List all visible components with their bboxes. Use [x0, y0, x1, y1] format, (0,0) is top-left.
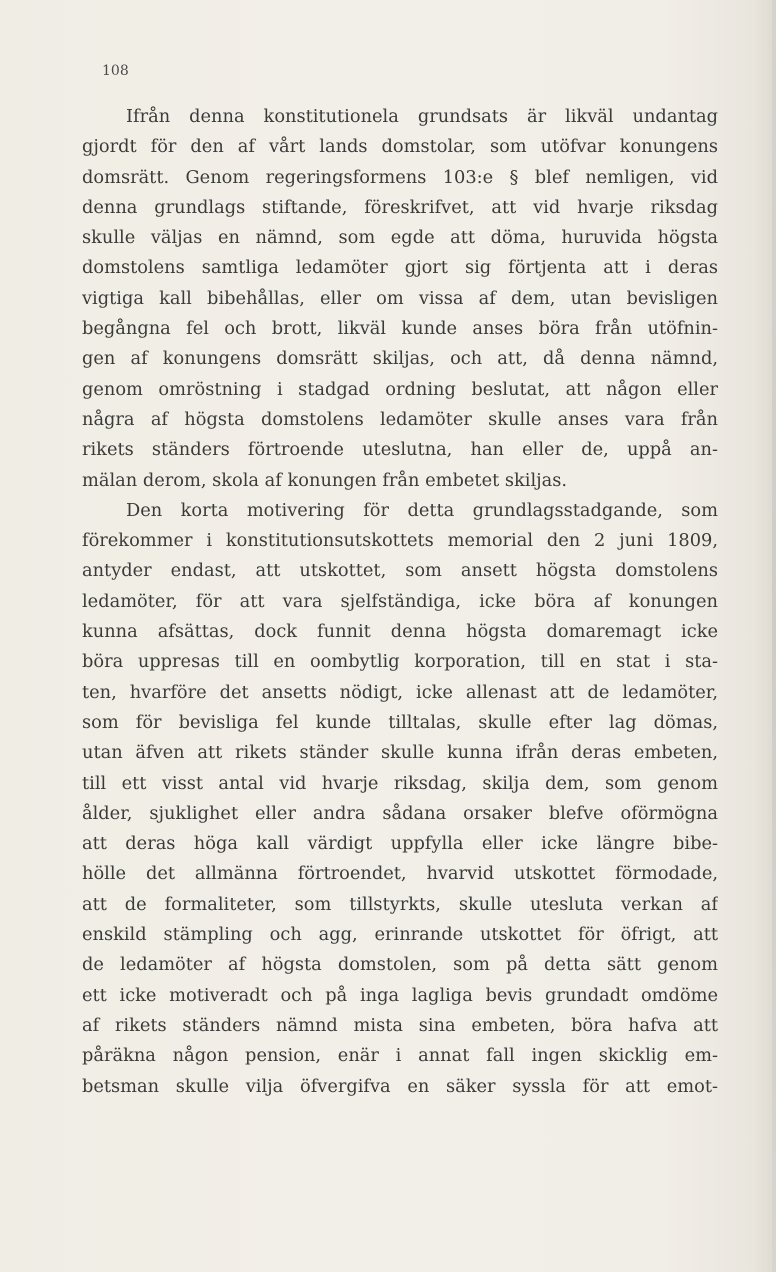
- text-line: ålder, sjuklighet eller andra sådana orsaker blefve oförmögna: [82, 802, 718, 824]
- text-line: de ledamöter af högsta domstolen, som på detta sätt genom: [82, 954, 718, 976]
- text-line: ett icke motiveradt och på inga lagliga bevis grundadt omdöme: [82, 984, 718, 1006]
- text-line: att de formaliteter, som tillstyrkts, skulle utesluta verkan af: [82, 893, 718, 915]
- text-line: påräkna någon pension, enär i annat fall ingen skicklig em-: [82, 1045, 718, 1067]
- text-line: ten, hvarföre det ansetts nödigt, icke allenast att de ledamöter,: [82, 681, 718, 703]
- text-line: betsman skulle vilja öfvergifva en säker syssla för att emot-: [82, 1075, 718, 1097]
- text-line: gjordt för den af vårt lands domstolar, som utöfvar konungens: [82, 136, 718, 158]
- text-line: genom omröstning i stadgad ordning beslutat, att någon eller: [82, 378, 718, 400]
- text-line: några af högsta domstolens ledamöter skulle anses vara från: [82, 408, 718, 430]
- text-line: domstolens samtliga ledamöter gjort sig förtjenta att i deras: [82, 257, 718, 279]
- text-line: mälan derom, skola af konungen från embetet skiljas.: [82, 469, 568, 491]
- text-line: förekommer i konstitutionsutskottets memorial den 2 juni 1809,: [82, 530, 718, 552]
- text-line: att deras höga kall värdigt uppfylla eller icke längre bibe-: [82, 833, 718, 855]
- body-text: [82, 102, 718, 1102]
- page-number: 108: [102, 63, 129, 79]
- text-line: Ifrån denna konstitutionela grundsats är likväl undantag: [126, 106, 718, 127]
- text-line: denna grundlags stiftande, föreskrifvet, att vid hvarje riksdag: [82, 196, 718, 218]
- page-edge: [772, 0, 776, 1272]
- text-line: antyder endast, att utskottet, som ansett högsta domstolens: [82, 560, 718, 582]
- text-line: hölle det allmänna förtroendet, hvarvid utskottet förmodade,: [82, 863, 718, 885]
- text-line: som för bevisliga fel kunde tilltalas, skulle efter lag dömas,: [82, 711, 718, 733]
- text-line: utan äfven att rikets ständer skulle kunna ifrån deras embeten,: [82, 742, 718, 764]
- text-line: Den korta motivering för detta grundlagsstadgande, som: [126, 499, 718, 521]
- text-line: till ett visst antal vid hvarje riksdag, skilja dem, som genom: [82, 772, 718, 794]
- text-line: skulle väljas en nämnd, som egde att döma, huruvida högsta: [82, 227, 718, 249]
- text-line: rikets ständers förtroende uteslutna, han eller de, uppå an-: [82, 439, 718, 461]
- text-line: ledamöter, för att vara sjelfständiga, icke böra af konungen: [82, 590, 718, 612]
- text-line: af rikets ständers nämnd mista sina embeten, böra hafva att: [82, 1014, 718, 1036]
- text-line: domsrätt. Genom regeringsformens 103:e § blef nemligen, vid: [82, 166, 718, 188]
- text-line: enskild stämpling och agg, erinrande utskottet för öfrigt, att: [82, 924, 718, 946]
- text-line: gen af konungens domsrätt skiljas, och att, då denna nämnd,: [82, 348, 718, 370]
- text-line: vigtiga kall bibehållas, eller om vissa af dem, utan bevisligen: [82, 287, 718, 309]
- text-line: begångna fel och brott, likväl kunde anses böra från utöfnin-: [82, 318, 718, 340]
- text-line: böra uppresas till en oombytlig korporation, till en stat i sta-: [82, 651, 718, 673]
- text-line: kunna afsättas, dock funnit denna högsta domaremagt icke: [82, 621, 718, 643]
